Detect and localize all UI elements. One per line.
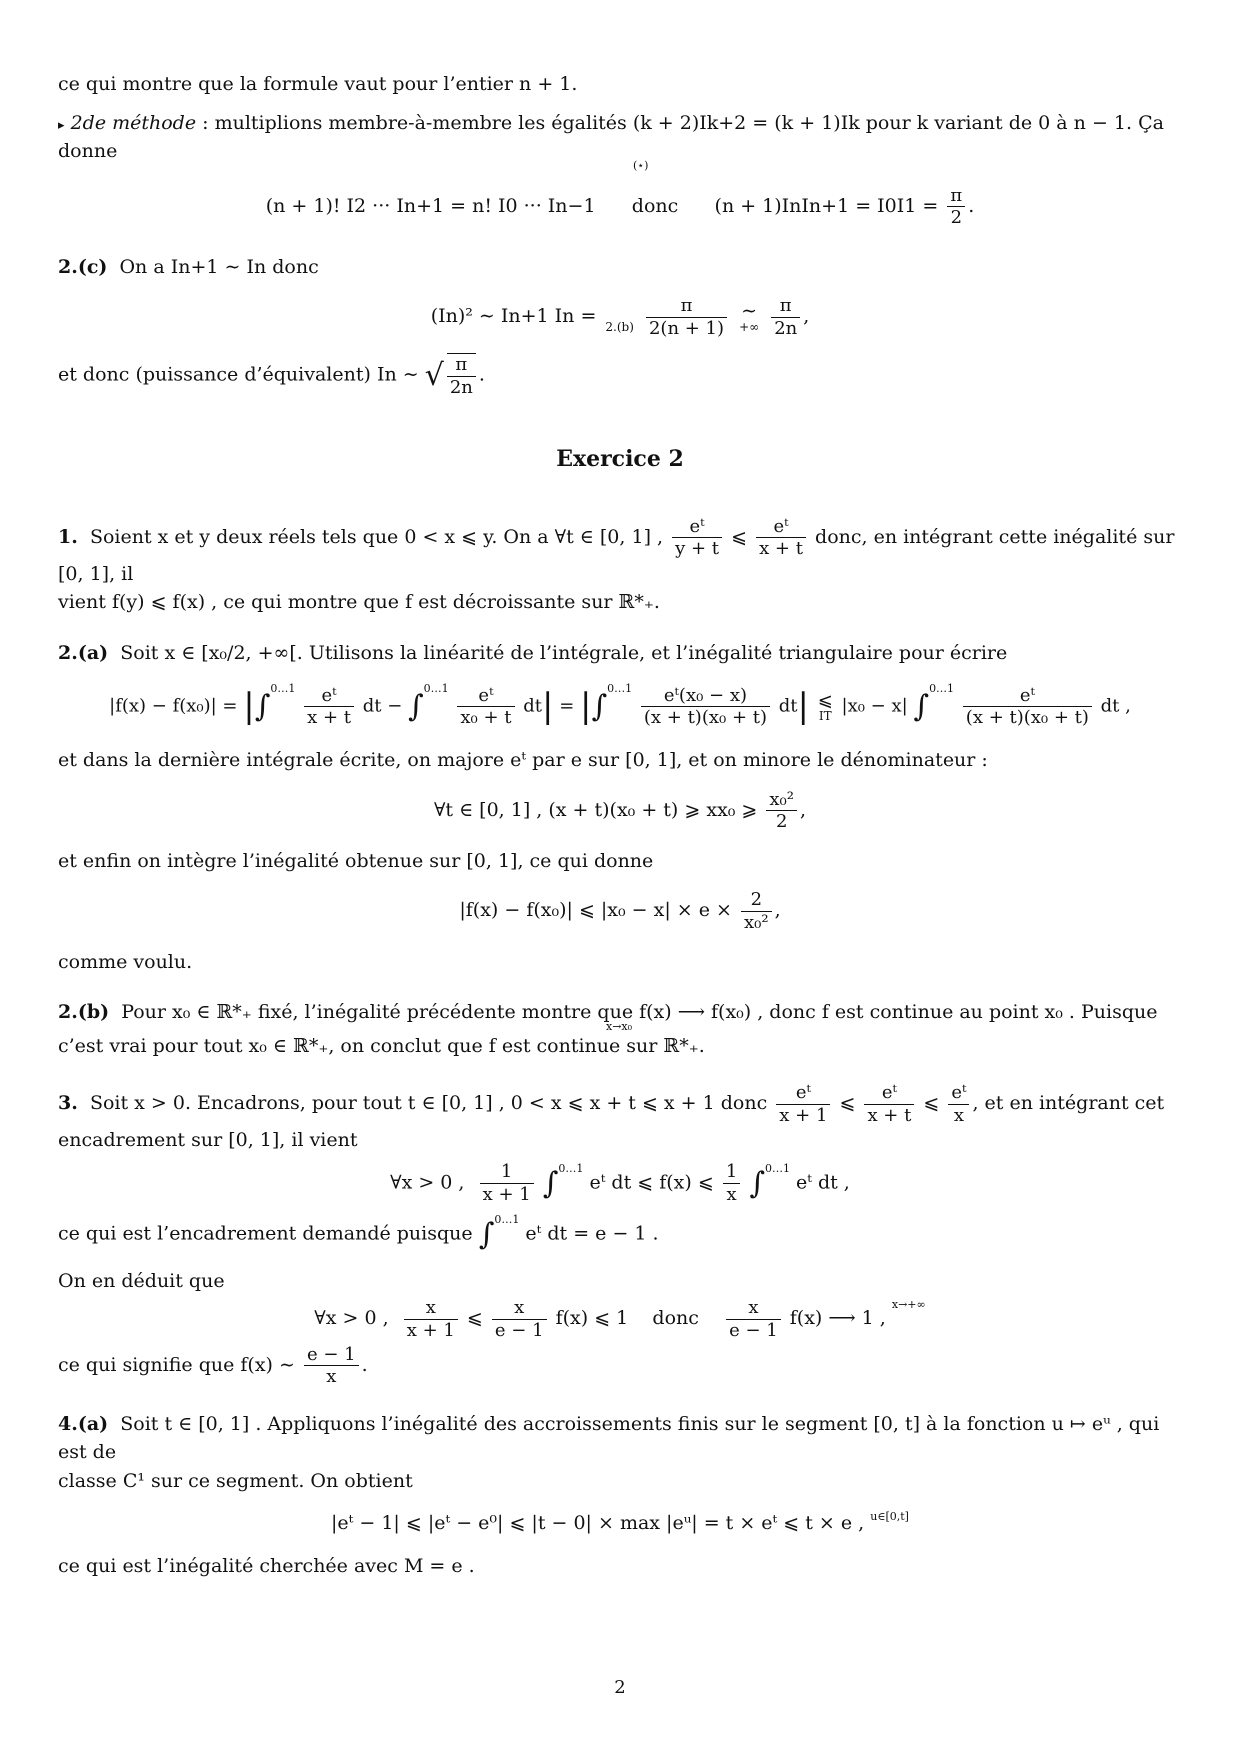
fraction: $\frac{\text{eᵗ}}{\text{x₀ + t}}$ [457,685,514,729]
fraction: $\frac{\text{eᵗ}}{y + t}$ [672,516,722,560]
text-line: classe C¹ sur ce segment. On obtient [58,1469,413,1492]
fraction: $\frac{\pi}{2n}$ [447,353,476,398]
method-paragraph [58,109,1182,166]
integral-icon: ∫ [542,1165,559,1201]
fraction: $\frac{1}{x}$ [723,1161,740,1205]
fraction: $\frac{\text{eᵗ}}{x + t}$ [864,1082,914,1126]
text-line: On en déduit que [58,1269,225,1292]
question-4a: 4.(a) Soit t ∈ [0, 1] . Appliquons l’inégalité des accroissements finis sur le segment [0, t] à la fonction u ↦ eᵘ , qui est de [58,1412,1160,1464]
text-line: ce qui est l’encadrement demandé puisque ∫$^{0\dots 1}$ eᵗ dt = e − 1 . [58,1212,659,1252]
section-heading: Exercice 2 [556,445,684,472]
question-2a: 2.(a) Soit x ∈ [x₀/2, +∞[. Utilisons la linéarité de l’intégrale, et l’inégalité triangulaire pour écrire [58,641,1008,664]
integral-icon: ∫ [913,689,930,725]
arrow-annotation: x→+∞ [891,1298,926,1312]
fraction: $\frac{\text{eᵗ}}{\text{(x + t)(x₀ + t)}}$ [963,685,1092,729]
text-line: ce qui montre que la formule vaut pour l’entier n + 1. [58,73,578,95]
question-2b: 2.(b) Pour x₀ ∈ ℝ*₊ fixé, l’inégalité précédente montre que f(x) ⟶ f(x₀) , donc f est continue au point x₀ . Puisque [58,1001,1158,1024]
fraction: $\frac{\pi}{2}$ [947,185,965,229]
question-label: 4.(a) [58,1412,109,1435]
fraction: $\frac{\pi}{2(n + 1)}$ [646,295,727,339]
method-text: : multiplions membre-à-membre les égalités (k + 2)Ik+2 = (k + 1)Ik pour k variant de 0 à n − 1. Ça donne [58,111,1164,162]
equation-connector: donc [631,194,679,217]
text-line: ce qui est l’inégalité cherchée avec M = e . [58,1554,475,1577]
arrow-annotation: x→x₀ [606,1019,633,1033]
fraction: $\frac{x}{e - 1}$ [492,1297,547,1341]
question-1: 1. Soient x et y deux réels tels que 0 < x ⩽ y. On a ∀t ∈ [0, 1] , $\frac{\text{eᵗ}}{y + t}$ ⩽ $\frac{\text{eᵗ}}{x + t}$ donc, en intégrant cette inégalité sur [0, 1], il [58,515,1175,585]
equation-relation: ⩽ IT [817,689,833,723]
equation-left: (n + 1)! I2 ··· In+1 = n! I0 ··· In−1 [265,194,596,217]
question-2c [58,253,1182,282]
fraction: $\frac{x}{x + 1}$ [404,1297,458,1341]
question-label: 2.(a) [58,641,109,664]
question-text: On a In+1 ∼ In donc [119,255,319,278]
integral-icon: ∫ [478,1216,495,1252]
equation: (In)² ∼ In+1 In = 2.(b) $\frac{\pi}{2(n + 1)}$ ∼ +∞ $\frac{\pi}{2n}$ , [430,295,810,339]
sqrt-icon: √ [424,358,444,394]
question-label: 1. [58,525,78,548]
method-label: 2de méthode [70,111,197,134]
question-3: 3. Soit x > 0. Encadrons, pour tout t ∈ [0, 1] , 0 < x ⩽ x + t ⩽ x + 1 donc $\frac{\text{eᵗ}}{x + 1}$ ⩽ $\frac{\text{eᵗ}}{x + t}$ ⩽ $\frac{\text{eᵗ}}{x}$ , et en intégrant cet [58,1082,1165,1126]
fraction: $\frac{1}{x + 1}$ [480,1161,534,1205]
fraction: $\frac{\text{x₀²}}{2}$ [766,789,797,833]
question-label: 3. [58,1092,78,1115]
fraction: $\frac{\text{eᵗ}}{x}$ [948,1082,969,1126]
fraction: $\frac{x}{e - 1}$ [726,1297,781,1341]
equation-annotation: 2.(b) [605,319,634,334]
equation: ∀t ∈ [0, 1] , (x + t)(x₀ + t) ⩾ xx₀ ⩾ $\frac{\text{x₀²}}{2}$ , [433,788,807,833]
page-number: 2 [614,1677,626,1698]
conclusion-line: et donc (puissance d’équivalent) In ∼ √ $\frac{\pi}{2n}$ . [58,354,485,398]
integral-icon: ∫ [591,689,608,725]
equation: (n + 1)! I2 ··· In+1 = n! I0 ··· In−1 donc (n + 1)InIn+1 = I0I1 = $\frac{\pi}{2}$ . [265,184,975,229]
fraction: $\frac{\text{eᵗ}}{x + t}$ [304,685,354,729]
equation: ∀x > 0 , $\frac{x}{x + 1}$ ⩽ $\frac{x}{e - 1}$ f(x) ⩽ 1 donc $\frac{x}{e - 1}$ f(x) ⟶ 1 , $^{x\to+\infty}$ [314,1297,926,1341]
method-under-note: (⋆) [633,158,649,172]
question-label: 2.(b) [58,1001,110,1024]
fraction: $\frac{2}{\text{x₀²}}$ [741,889,772,933]
text-line: comme voulu. [58,950,193,973]
question-label: 2.(c) [58,255,108,278]
text-line: et dans la dernière intégrale écrite, on majore eᵗ par e sur [0, 1], et on minore le dénominateur : [58,749,988,772]
fraction: $\frac{e - 1}{x}$ [304,1344,359,1388]
fraction: $\frac{\pi}{2n}$ [771,295,800,339]
text-line: et enfin on intègre l’inégalité obtenue sur [0, 1], ce qui donne [58,849,654,872]
equation: ∀x > 0 , $\frac{1}{x + 1}$ ∫$^{0\dots 1}$ eᵗ dt ⩽ f(x) ⩽ $\frac{1}{x}$ ∫$^{0\dots 1}$ eᵗ dt , [390,1161,850,1205]
fraction: $\frac{\text{eᵗ}}{x + t}$ [756,516,806,560]
fraction: $\frac{\text{eᵗ(x₀ − x)}}{\text{(x + t)(x₀ + t)}}$ [641,685,770,729]
equation: |f(x) − f(x₀)| ⩽ |x₀ − x| × e × $\frac{2}{\text{x₀²}}$ , [459,889,781,934]
integral-icon: ∫ [254,689,271,725]
integral-icon: ∫ [749,1165,765,1201]
max-annotation: u∈[0,t] [870,1510,909,1524]
equation: |eᵗ − 1| ⩽ |eᵗ − e⁰| ⩽ |t − 0| × max |eᵘ| = t × eᵗ ⩽ t × e , $^{u\in[0,t]}$ [331,1510,909,1535]
equivalent-symbol: ∼ +∞ [739,299,760,334]
triangle-marker-icon: ▸ [58,117,65,133]
document-page [58,70,1182,1580]
fraction: $\frac{\text{eᵗ}}{x + 1}$ [776,1082,830,1126]
text-line: encadrement sur [0, 1], il vient [58,1129,358,1152]
equation-left: (In)² ∼ In+1 In = [430,305,597,328]
text-line: vient f(y) ⩽ f(x) , ce qui montre que f est décroissante sur ℝ*₊. [58,591,660,614]
text-line: c’est vrai pour tout x₀ ∈ ℝ*₊, on conclut que f est continue sur ℝ*₊. [58,1034,705,1057]
integral-icon: ∫ [408,689,424,725]
equation: |f(x) − f(x₀)| = |∫$^{0\dots 1}$ $\frac{\text{eᵗ}}{x + t}$ dt − ∫$^{0\dots 1}$ $\frac{\text{eᵗ}}{\text{x₀ + t}}$ dt| = |∫$^{0\dots 1}$ $\frac{\text{eᵗ(x₀ − x)}}{\text{(x + t)(x₀ + t)}}$ dt| ⩽ IT |x₀ − x| ∫$^{0\dots 1}$ $\frac{\text{eᵗ}}{\text{(x + t)(x₀ + t)}}$ dt , [109,682,1131,729]
equation-right: (n + 1)InIn+1 = I0I1 = [714,194,939,217]
text-line: ce qui signifie que f(x) ∼ $\frac{e - 1}{x}$ . [58,1343,368,1388]
